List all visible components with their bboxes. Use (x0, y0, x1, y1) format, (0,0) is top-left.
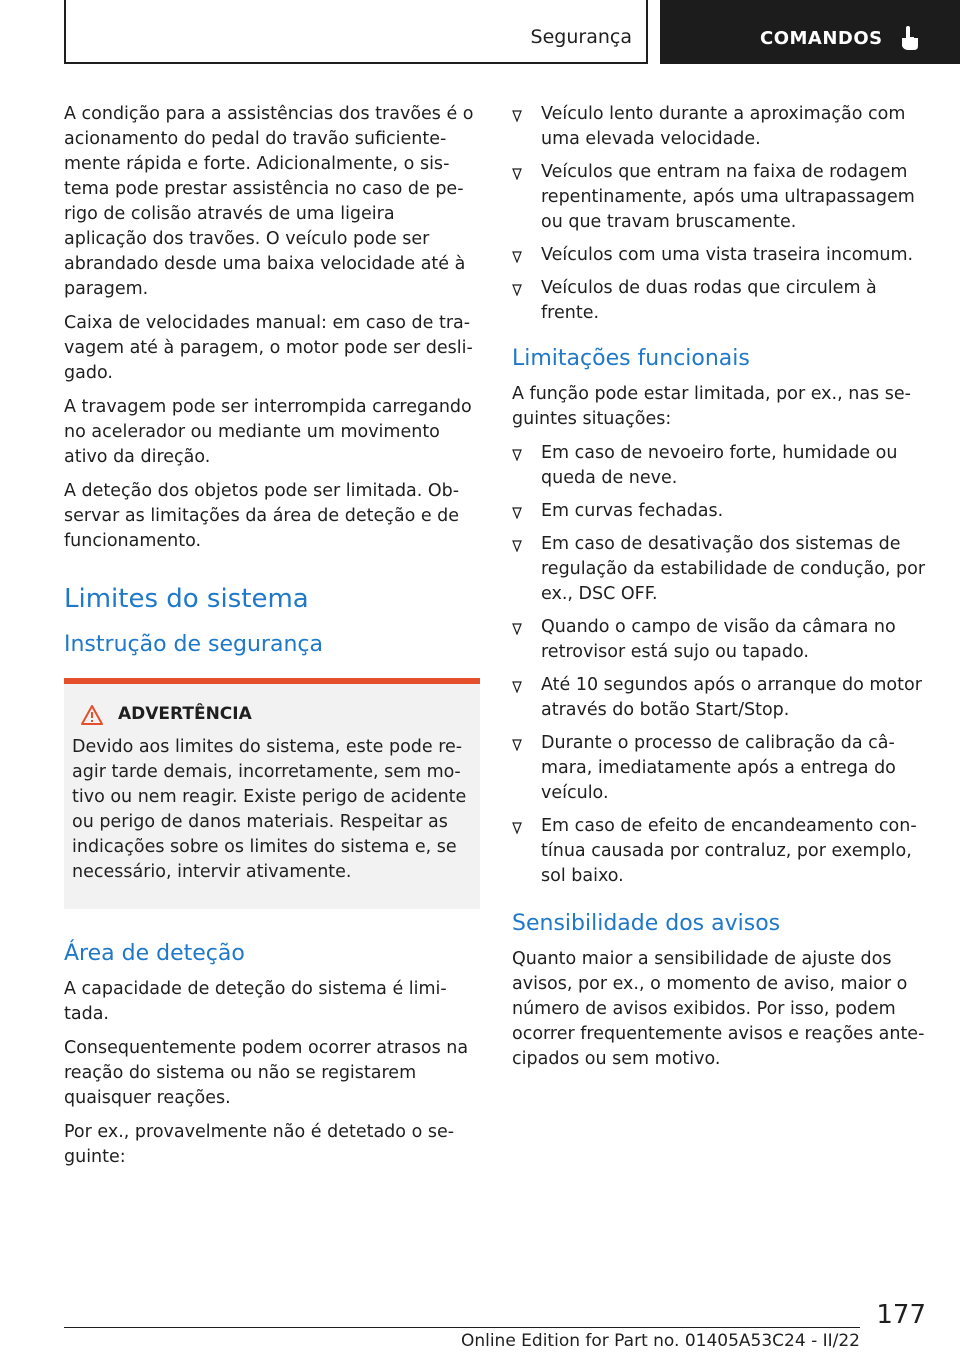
list-item (512, 532, 928, 607)
warning-triangle-icon (80, 704, 104, 726)
bullet-list (512, 441, 928, 889)
list-item-text: Em caso de nevoeiro forte, humidade ou queda de neve. (541, 443, 898, 488)
list-item-text: Veículos de duas rodas que circulem à frente. (541, 278, 877, 323)
bullet-list (512, 102, 928, 326)
section-heading: Limites do sistema (64, 584, 309, 614)
paragraph: A travagem pode ser interrompida carregando no acelerador ou mediante um movimento ativo da direção. (64, 397, 472, 467)
paragraph: Consequentemente podem ocorrer atrasos na reação do sistema ou não se registarem quaisquer reações. (64, 1038, 469, 1108)
subsection-heading: Área de deteção (64, 941, 245, 966)
list-item-text: Em caso de efeito de encandeamento contínua causada por contraluz, por exemplo, sol baixo. (541, 816, 917, 886)
triangle-bullet-icon (512, 449, 522, 461)
hand-pointer-icon (897, 24, 923, 52)
list-item-text: Veículo lento durante a aproximação com uma elevada velocidade. (541, 104, 906, 149)
page-number: 177 (876, 1300, 926, 1330)
list-item (512, 160, 928, 235)
paragraph: A deteção dos objetos pode ser limitada. Observar as limitações da área de deteção e de funcionamento. (64, 481, 460, 551)
footer-edition: Online Edition for Part no. 01405A53C24 - II/22 (460, 1331, 860, 1351)
header-section-title: Segurança (530, 26, 632, 48)
triangle-bullet-icon (512, 623, 522, 635)
warning-title (80, 702, 472, 727)
triangle-bullet-icon (512, 284, 522, 296)
triangle-bullet-icon (512, 739, 522, 751)
list-item-text: Quando o campo de visão da câmara no retrovisor está sujo ou tapado. (541, 617, 896, 662)
list-item (512, 441, 928, 491)
subsection-heading: Limitações funcionais (512, 346, 750, 371)
subsection-heading: Sensibilidade dos avisos (512, 911, 781, 936)
warning-box (64, 678, 480, 909)
list-item (512, 102, 928, 152)
triangle-bullet-icon (512, 507, 522, 519)
list-item (512, 615, 928, 665)
list-item-text: Veículos com uma vista traseira incomum. (541, 245, 914, 265)
list-item-text: Em curvas fechadas. (541, 501, 724, 521)
paragraph: Quanto maior a sensibilidade de ajuste dos avisos, por ex., o momento de aviso, maior o número de avisos exibidos. Por isso, podem ocorrer frequentemente avisos e reações antecipados ou sem motivo. (512, 949, 925, 1069)
triangle-bullet-icon (512, 110, 522, 122)
triangle-bullet-icon (512, 822, 522, 834)
paragraph: Caixa de velocidades manual: em caso de travagem até à paragem, o motor pode ser desligado. (64, 313, 473, 383)
subsection-heading: Instrução de segurança (64, 632, 323, 657)
list-item-text: Até 10 segundos após o arranque do motor através do botão Start/Stop. (541, 675, 922, 720)
paragraph: Por ex., provavelmente não é detetado o seguinte: (64, 1122, 455, 1167)
header-chapter-box (660, 0, 960, 64)
header-section-box (64, 0, 648, 64)
right-column (512, 102, 928, 1081)
footer-divider (64, 1327, 860, 1328)
paragraph: A função pode estar limitada, por ex., nas seguintes situações: (512, 384, 911, 429)
triangle-bullet-icon (512, 681, 522, 693)
list-item (512, 276, 928, 326)
list-item (512, 731, 928, 806)
triangle-bullet-icon (512, 540, 522, 552)
warning-title-text: ADVERTÊNCIA (118, 704, 252, 724)
warning-text: Devido aos limites do sistema, este pode reagir tarde demais, incorretamente, sem motivo ou nem reagir. Existe perigo de acidente ou perigo de danos materiais. Respeitar as indicações sobre os limites do sistema e, se necessário, intervir ativamente. (72, 737, 467, 882)
list-item-text: Durante o processo de calibração da câmara, imediatamente após a entrega do veículo. (541, 733, 896, 803)
paragraph: A capacidade de deteção do sistema é limitada. (64, 979, 447, 1024)
paragraph: A condição para a assistências dos travões é o acionamento do pedal do travão suficientemente rápida e forte. Adicionalmente, o sistema pode prestar assistência no caso de perigo de colisão através de uma ligeira aplicação dos travões. O veículo pode ser abrandado desde uma baixa velocidade até à paragem. (64, 104, 474, 299)
list-item (512, 499, 928, 524)
list-item (512, 673, 928, 723)
left-column (64, 102, 480, 1179)
list-item (512, 243, 928, 268)
list-item-text: Veículos que entram na faixa de rodagem repentinamente, após uma ultrapassagem ou que travam bruscamente. (541, 162, 915, 232)
list-item-text: Em caso de desativação dos sistemas de regulação da estabilidade de condução, por ex., DSC OFF. (541, 534, 926, 604)
triangle-bullet-icon (512, 168, 522, 180)
triangle-bullet-icon (512, 251, 522, 263)
list-item (512, 814, 928, 889)
header-chapter-title: COMANDOS (760, 28, 883, 49)
